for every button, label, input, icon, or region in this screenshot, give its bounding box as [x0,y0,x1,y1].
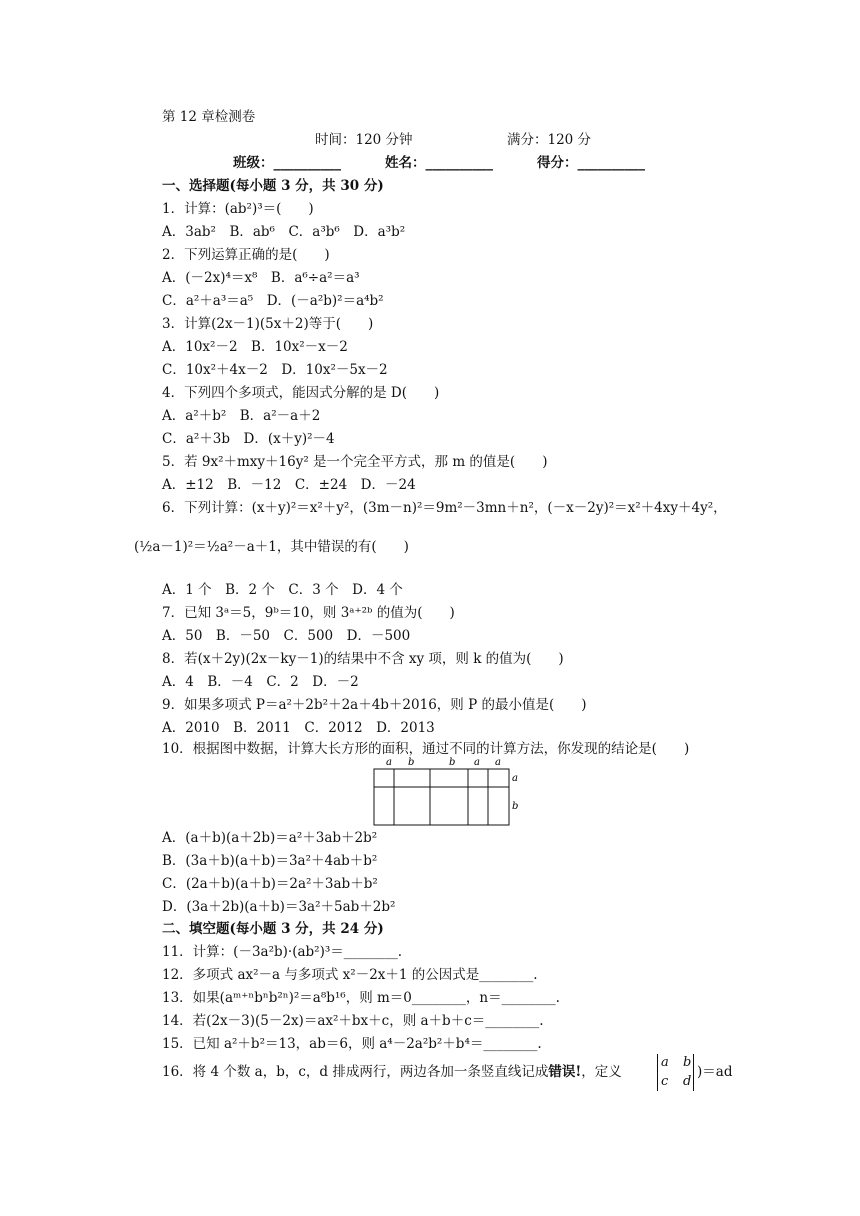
question-line: A．4 B．－4 C．2 D．－2 [162,674,359,690]
question-line: A．10x²－2 B．10x²－x－2 [162,339,348,355]
question-line: 13．如果(aᵐ⁺ⁿbⁿb²ⁿ)²＝a⁸b¹⁶，则 m＝0________，n＝________. [162,990,560,1006]
question-16-text: 16．将 4 个数 a，b，c，d 排成两行，两边各加一条竖直线记成 [162,1064,549,1080]
score-field: 得分：__________ [537,155,645,171]
section-choice-title: 一、选择题(每小题 3 分，共 30 分) [162,178,384,194]
matrix-b: b [683,1055,692,1070]
question-line: 4．下列四个多项式，能因式分解的是 D( ) [162,385,440,401]
section-fill-title: 二、填空题(每小题 3 分，共 24 分) [162,921,384,937]
fig-label-top: a [495,757,501,768]
class-field: 班级：__________ [233,155,341,171]
matrix-a: a [661,1055,669,1070]
name-field: 姓名：__________ [385,155,493,171]
question-line: 1．计算：(ab²)³＝( ) [162,201,314,217]
question-line: A．2010 B．2011 C．2012 D．2013 [162,720,435,736]
question-line: A．±12 B．－12 C．±24 D．－24 [162,477,416,493]
time-limit: 时间：120 分钟 [315,132,413,148]
error-marker: 错误! [548,1064,582,1080]
rectangle-figure [372,757,532,827]
question-line: 10．根据图中数据，计算大长方形的面积，通过不同的计算方法，你发现的结论是( ) [162,741,690,757]
question-line: C．10x²＋4x－2 D．10x²－5x－2 [162,362,388,378]
question-line: (½a－1)²＝½a²－a＋1，其中错误的有( ) [134,539,409,555]
fig-label-side: a [512,773,518,784]
question-line: 8．若(x＋2y)(2x－ky－1)的结果中不含 xy 项，则 k 的值为( ) [162,651,564,667]
question-line: A．50 B．－50 C．500 D．－500 [162,628,411,644]
fig-label-side: b [512,801,519,812]
question-16-define: ，定义 [581,1064,622,1080]
question-line: 2．下列运算正确的是( ) [162,247,330,263]
fig-label-top: a [386,757,392,768]
question-line: A．1 个 B．2 个 C．3 个 D．4 个 [162,582,403,598]
question-16-end: )＝ad [697,1064,733,1080]
question-line: B．(3a＋b)(a＋b)＝3a²＋4ab＋b² [162,853,378,869]
question-line: D．(3a＋2b)(a＋b)＝3a²＋5ab＋2b² [162,899,396,915]
matrix-c: c [661,1074,669,1089]
matrix-left-bar [657,1054,658,1091]
full-score: 满分：120 分 [507,132,592,148]
question-line: C．(2a＋b)(a＋b)＝2a²＋3ab＋b² [162,876,378,892]
question-line: 9．如果多项式 P＝a²＋2b²＋2a＋4b＋2016，则 P 的最小值是( ) [162,697,587,713]
fig-label-top: a [474,757,480,768]
question-line: 12．多项式 ax²－a 与多项式 x²－2x＋1 的公因式是________. [162,967,538,983]
fig-label-top: b [449,757,456,768]
matrix-right-bar [693,1054,694,1091]
question-16 [162,1063,622,1081]
question-line: 3．计算(2x－1)(5x＋2)等于( ) [162,316,374,332]
question-line: C．a²＋3b D．(x＋y)²－4 [162,431,335,447]
question-line: A．(－2x)⁴＝x⁸ B．a⁶÷a²＝a³ [162,270,360,286]
fig-label-top: b [408,757,415,768]
question-line: 14．若(2x－3)(5－2x)＝ax²＋bx＋c，则 a＋b＋c＝________. [162,1013,544,1029]
question-line: 5．若 9x²＋mxy＋16y² 是一个完全平方式，那 m 的值是( ) [162,454,548,470]
matrix-d: d [683,1074,692,1089]
question-line: A．3ab² B．ab⁶ C．a³b⁶ D．a³b² [162,224,406,240]
question-line: A．a²＋b² B．a²－a＋2 [162,408,321,424]
question-line: C．a²＋a³＝a⁵ D．(－a²b)²＝a⁴b² [162,293,384,309]
question-line: 15．已知 a²＋b²＝13，ab＝6，则 a⁴－2a²b²＋b⁴＝________. [162,1036,542,1052]
question-line: 11．计算：(－3a²b)·(ab²)³＝________. [162,944,403,960]
question-line: 6．下列计算：(x＋y)²＝x²＋y²，(3m－n)²＝9m²－3mn＋n²，(－x－2y)²＝x²＋4xy＋4y²， [162,500,727,516]
chapter-title: 第 12 章检测卷 [162,109,256,125]
question-line: A．(a＋b)(a＋2b)＝a²＋3ab＋2b² [162,830,378,846]
question-line: 7．已知 3ᵃ＝5，9ᵇ＝10，则 3ᵃ⁺²ᵇ 的值为( ) [162,605,455,621]
